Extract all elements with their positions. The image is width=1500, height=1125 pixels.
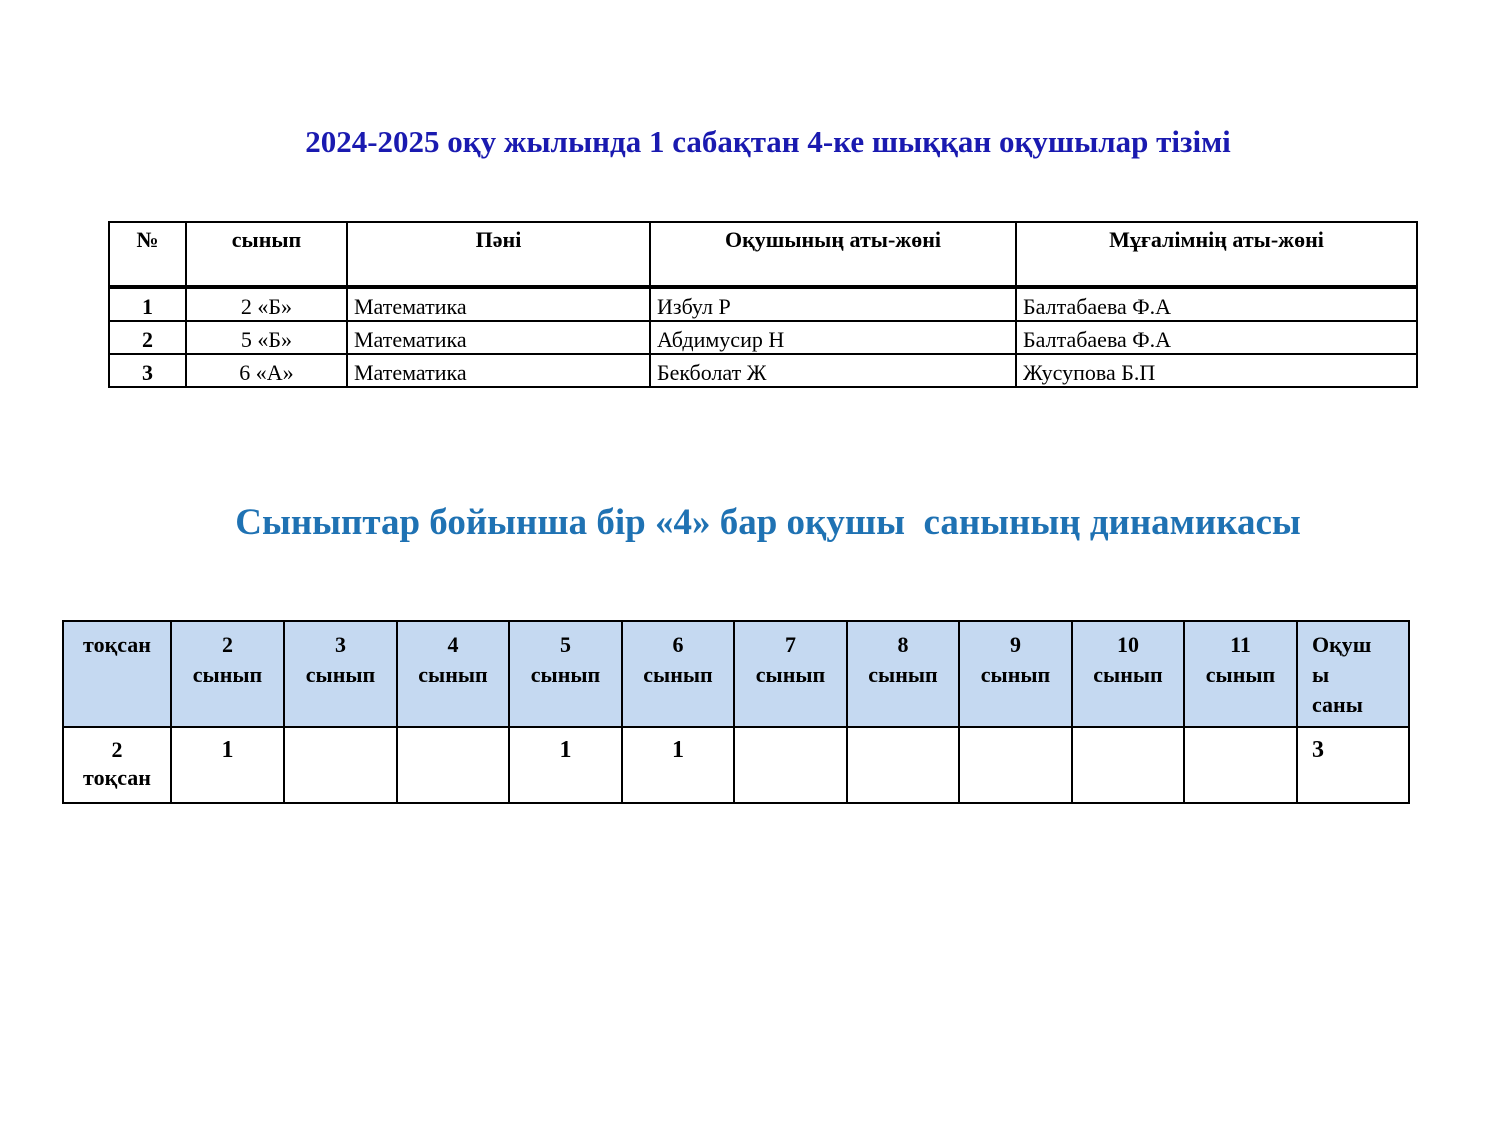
header-grade-3 bbox=[284, 621, 397, 727]
students-list-table bbox=[108, 221, 1418, 388]
header-text: сынып bbox=[1205, 662, 1276, 687]
row-subject: Математика bbox=[347, 287, 650, 321]
header-number: № bbox=[109, 222, 186, 287]
header-text: 5 bbox=[560, 632, 571, 657]
header-text: сынып bbox=[530, 662, 601, 687]
row-number: 2 bbox=[109, 321, 186, 354]
header-text: 10 bbox=[1117, 632, 1139, 657]
table-header-row bbox=[109, 222, 1417, 287]
grade-5-count: 1 bbox=[509, 727, 622, 803]
header-text: ы bbox=[1312, 662, 1330, 687]
quarter-text: 2 bbox=[111, 737, 123, 762]
header-text: тоқсан bbox=[83, 632, 151, 657]
header-text: сынып bbox=[755, 662, 826, 687]
header-subject: Пәні bbox=[347, 222, 650, 287]
row-number: 3 bbox=[109, 354, 186, 387]
header-text: сынып bbox=[643, 662, 713, 687]
header-teacher-name: Мұғалімнің аты-жөні bbox=[1016, 222, 1417, 287]
header-grade-11 bbox=[1184, 621, 1297, 727]
header-text: 4 bbox=[447, 632, 459, 657]
row-number: 1 bbox=[109, 287, 186, 321]
grade-8-count bbox=[847, 727, 959, 803]
grade-3-count bbox=[284, 727, 397, 803]
quarter-text: тоқсан bbox=[83, 765, 151, 790]
quarter-cell bbox=[63, 727, 171, 803]
header-text: 11 bbox=[1230, 632, 1251, 657]
table-header-row bbox=[63, 621, 1409, 727]
header-text: 7 bbox=[785, 632, 796, 657]
total-count: 3 bbox=[1297, 727, 1409, 803]
header-text: Оқуш bbox=[1312, 632, 1372, 657]
header-grade-8 bbox=[847, 621, 959, 727]
header-grade-4 bbox=[397, 621, 509, 727]
table-row bbox=[109, 321, 1417, 354]
header-text: саны bbox=[1312, 692, 1363, 717]
row-teacher-name: Жусупова Б.П bbox=[1016, 354, 1417, 387]
table-row bbox=[63, 727, 1409, 803]
row-class: 5 «Б» bbox=[186, 321, 347, 354]
row-student-name: Бекболат Ж bbox=[650, 354, 1016, 387]
header-text: сынып bbox=[1093, 662, 1163, 687]
header-quarter bbox=[63, 621, 171, 727]
header-grade-10 bbox=[1072, 621, 1184, 727]
header-grade-9 bbox=[959, 621, 1072, 727]
grade-11-count bbox=[1184, 727, 1297, 803]
header-student-name: Оқушының аты-жөні bbox=[650, 222, 1016, 287]
row-student-name: Абдимусир Н bbox=[650, 321, 1016, 354]
grade-4-count bbox=[397, 727, 509, 803]
table-row bbox=[109, 287, 1417, 321]
row-subject: Математика bbox=[347, 354, 650, 387]
header-text: сынып bbox=[418, 662, 488, 687]
header-text: сынып bbox=[868, 662, 938, 687]
header-text: 2 bbox=[222, 632, 233, 657]
header-grade-5 bbox=[509, 621, 622, 727]
row-class: 6 «А» bbox=[186, 354, 347, 387]
header-text: 8 bbox=[897, 632, 909, 657]
grade-7-count bbox=[734, 727, 847, 803]
list-title: 2024-2025 оқу жылында 1 сабақтан 4-ке шыққан оқушылар тізімі bbox=[305, 124, 1231, 159]
dynamics-title: Сыныптар бойынша бір «4» бар оқушы санының динамикасы bbox=[235, 502, 1301, 543]
grade-10-count bbox=[1072, 727, 1184, 803]
header-text: 6 bbox=[672, 632, 684, 657]
header-text: 9 bbox=[1010, 632, 1021, 657]
grade-9-count bbox=[959, 727, 1072, 803]
row-class: 2 «Б» bbox=[186, 287, 347, 321]
header-text: сынып bbox=[305, 662, 376, 687]
grade-6-count: 1 bbox=[622, 727, 734, 803]
header-class: сынып bbox=[186, 222, 347, 287]
header-text: 3 bbox=[335, 632, 346, 657]
table-row bbox=[109, 354, 1417, 387]
header-text: сынып bbox=[980, 662, 1051, 687]
row-subject: Математика bbox=[347, 321, 650, 354]
dynamics-table bbox=[62, 620, 1410, 804]
row-student-name: Избул Р bbox=[650, 287, 1016, 321]
row-teacher-name: Балтабаева Ф.А bbox=[1016, 321, 1417, 354]
grade-2-count: 1 bbox=[171, 727, 284, 803]
header-student-count bbox=[1297, 621, 1409, 727]
header-text: сынып bbox=[192, 662, 263, 687]
row-teacher-name: Балтабаева Ф.А bbox=[1016, 287, 1417, 321]
header-grade-2 bbox=[171, 621, 284, 727]
header-grade-7 bbox=[734, 621, 847, 727]
header-grade-6 bbox=[622, 621, 734, 727]
